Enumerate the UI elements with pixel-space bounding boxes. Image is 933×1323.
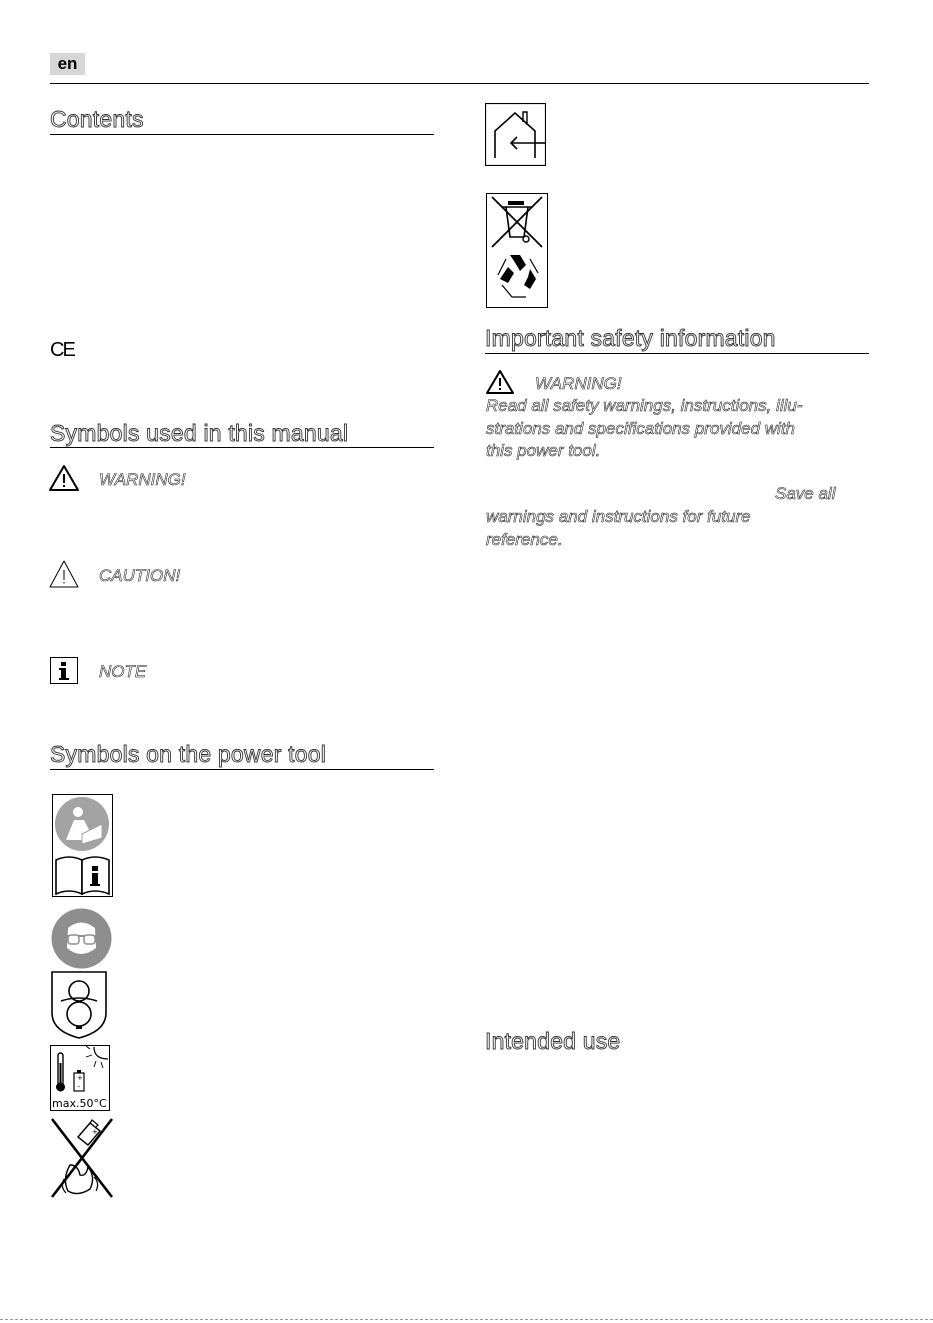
read-manual-icon [52, 794, 113, 897]
safety-warning-label: WARNING! [535, 374, 622, 393]
header-rule [50, 83, 869, 84]
note-label: NOTE [99, 662, 147, 681]
temperature-label: max.50°C [52, 1097, 107, 1110]
safety-warning-line: strations and specifications provided with [486, 418, 795, 438]
safety-goggles-icon [51, 908, 112, 969]
warning-icon [48, 464, 80, 492]
save-line: warnings and instructions for future [486, 507, 751, 526]
symbols-manual-heading: Symbols used in this manual [50, 420, 349, 446]
safety-warning-text [486, 395, 866, 463]
contents-rule [50, 134, 434, 135]
svg-text:+: + [92, 1128, 98, 1136]
symbols-tool-rule [50, 769, 434, 770]
safety-heading: Important safety information [485, 325, 776, 351]
page-bottom-edge [0, 1319, 933, 1320]
safety-warning-line: Read all safety warnings, instructions, illu- [486, 396, 803, 415]
info-icon [50, 657, 78, 684]
warning-label: WARNING! [99, 470, 186, 489]
temperature-limit-icon [50, 1045, 110, 1111]
save-all-text: Save all [775, 484, 836, 503]
crossed-bin-icon [486, 193, 548, 308]
save-line: reference. [486, 529, 563, 549]
caution-icon [48, 559, 80, 589]
ce-mark: CE [50, 339, 74, 361]
no-fire-icon [50, 1117, 114, 1199]
contents-heading: Contents [50, 106, 144, 132]
caution-label: CAUTION! [99, 566, 181, 585]
language-badge: en [50, 53, 85, 75]
svg-text:-: - [77, 1083, 81, 1091]
safety-warning-icon [485, 369, 515, 395]
save-instructions-text [486, 506, 866, 551]
symbols-manual-rule [50, 447, 434, 448]
safety-rule [485, 353, 869, 354]
symbols-tool-heading: Symbols on the power tool [50, 741, 327, 767]
intended-use-heading: Intended use [485, 1028, 621, 1054]
safety-warning-line: this power tool. [486, 441, 601, 460]
svg-text:+: + [77, 1074, 83, 1082]
indoor-use-icon [485, 103, 546, 166]
hearing-protection-icon [51, 971, 107, 1039]
